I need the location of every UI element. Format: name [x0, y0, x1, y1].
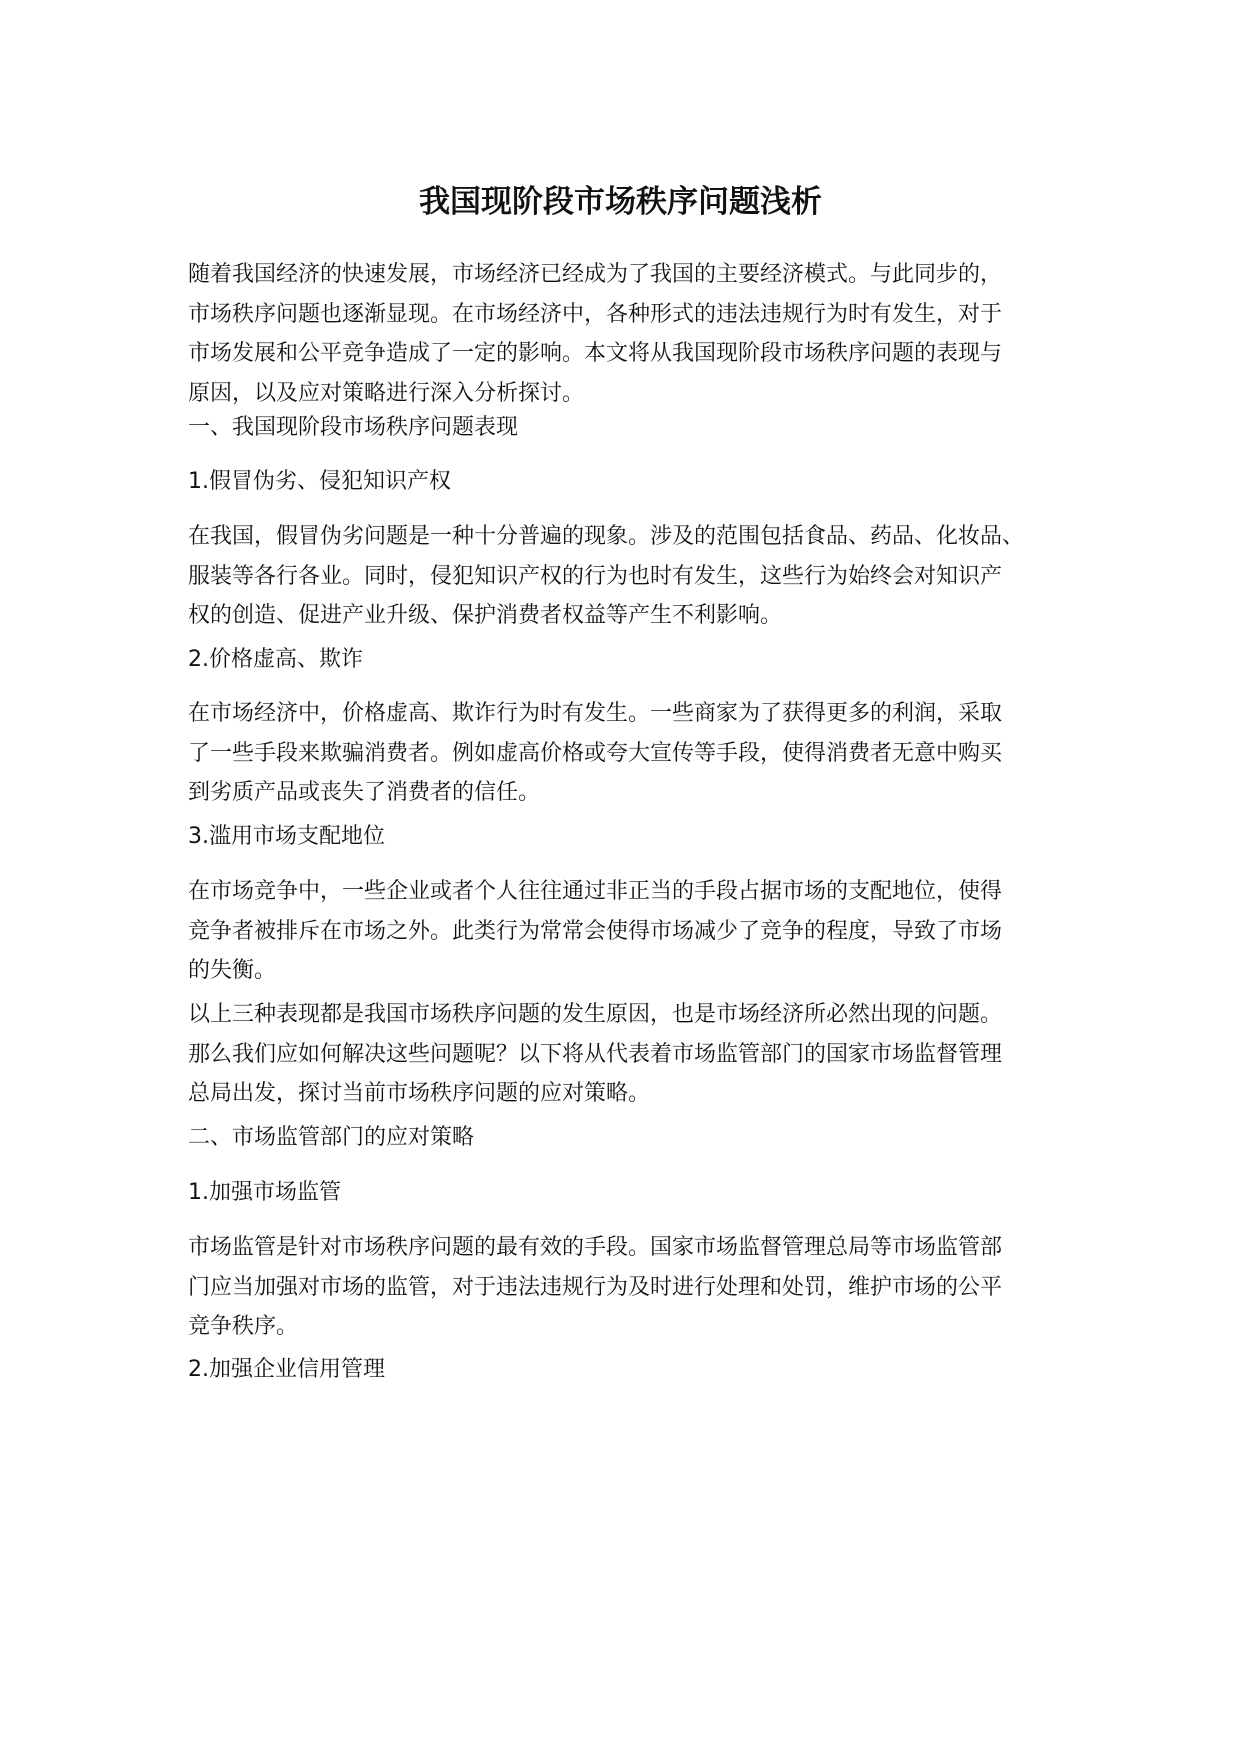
intro-line: 原因，以及应对策略进行深入分析探讨。 [188, 380, 585, 406]
intro-paragraph [188, 255, 1068, 413]
section2-heading: 二、市场监管部门的应对策略 [188, 1125, 475, 1150]
paragraph-line: 总局出发，探讨当前市场秩序问题的应对策略。 [188, 1081, 651, 1106]
section1-heading: 一、我国现阶段市场秩序问题表现 [188, 415, 519, 440]
s1-item1-heading: 1.假冒伪劣、侵犯知识产权 [188, 469, 451, 494]
paragraph-line: 在市场经济中，价格虚高、欺诈行为时有发生。一些商家为了获得更多的利润，采取 [188, 701, 1003, 726]
s1-item2-heading: 2.价格虚高、欺诈 [188, 647, 363, 672]
paragraph-line: 权的创造、促进产业升级、保护消费者权益等产生不利影响。 [188, 603, 783, 628]
paragraph-line: 服装等各行各业。同时，侵犯知识产权的行为也时有发生，这些行为始终会对知识产 [188, 563, 1003, 589]
paragraph-line: 门应当加强对市场的监管，对于违法违规行为及时进行处理和处罚，维护市场的公平 [188, 1274, 1003, 1300]
intro-line: 随着我国经济的快速发展，市场经济已经成为了我国的主要经济模式。与此同步的， [188, 262, 1003, 287]
s1-item2-paragraph [188, 694, 1068, 813]
s2-item2-heading: 2.加强企业信用管理 [188, 1357, 385, 1382]
document-title: 我国现阶段市场秩序问题浅析 [419, 184, 822, 220]
intro-line: 市场秩序问题也逐渐显现。在市场经济中，各种形式的违法违规行为时有发生，对于 [188, 301, 1003, 327]
intro-line: 市场发展和公平竞争造成了一定的影响。本文将从我国现阶段市场秩序问题的表现与 [188, 341, 1003, 366]
s2-item1-heading: 1.加强市场监管 [188, 1180, 341, 1205]
paragraph-line: 竞争秩序。 [188, 1314, 299, 1339]
paragraph-line: 到劣质产品或丧失了消费者的信任。 [188, 780, 541, 805]
paragraph-line: 市场监管是针对市场秩序问题的最有效的手段。国家市场监督管理总局等市场监管部 [188, 1235, 1003, 1260]
paragraph-line: 那么我们应如何解决这些问题呢？以下将从代表着市场监管部门的国家市场监督管理 [188, 1041, 1003, 1067]
s1-summary-paragraph [188, 995, 1068, 1114]
s1-item1-paragraph [188, 517, 1068, 636]
paragraph-line: 在我国，假冒伪劣问题是一种十分普遍的现象。涉及的范围包括食品、药品、化妆品、 [188, 524, 1025, 549]
paragraph-line: 在市场竞争中，一些企业或者个人往往通过非正当的手段占据市场的支配地位，使得 [188, 879, 1003, 904]
s1-item3-paragraph [188, 872, 1068, 991]
paragraph-line: 了一些手段来欺骗消费者。例如虚高价格或夸大宣传等手段，使得消费者无意中购买 [188, 740, 1003, 766]
paragraph-line: 的失衡。 [188, 958, 277, 983]
s1-item3-heading: 3.滥用市场支配地位 [188, 824, 385, 849]
paragraph-line: 以上三种表现都是我国市场秩序问题的发生原因，也是市场经济所必然出现的问题。 [188, 1002, 1003, 1027]
s2-item1-paragraph [188, 1228, 1068, 1347]
paragraph-line: 竞争者被排斥在市场之外。此类行为常常会使得市场减少了竞争的程度，导致了市场 [188, 918, 1003, 944]
